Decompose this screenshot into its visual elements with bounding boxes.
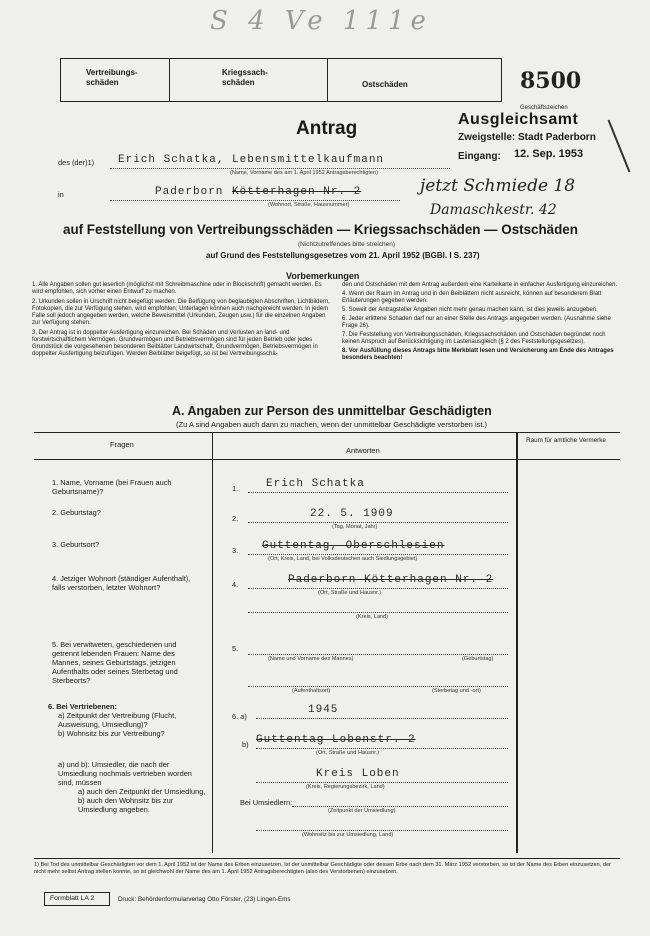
- vorbemerkungen-right: [342, 282, 620, 362]
- answer-2: 22. 5. 1909: [310, 508, 394, 520]
- col-raum: Raum für amtliche Vermerke: [526, 437, 606, 444]
- answer-6-kreis-caption: (Kreis, Regierungsbezirk, Land): [306, 784, 385, 790]
- file-number: 8500: [520, 68, 582, 94]
- note-5: 5. Soweit der Antragsteller Angaben nicht mehr genau machen kann, ist dies jeweils anzugeben.: [342, 307, 598, 313]
- answer-1-number: 1.: [232, 484, 239, 493]
- eingang-date: 12. Sep. 1953: [514, 148, 584, 160]
- umsiedler-label: Bei Umsiedlern:: [240, 798, 293, 807]
- applicant-city: Paderborn: [155, 186, 224, 198]
- pencil-scribble: S 4 Ve 111e: [210, 6, 432, 36]
- answer-6-kreis: Kreis Loben: [316, 768, 400, 780]
- answer-6b-caption: (Ort, Straße und Hausnr.): [316, 750, 380, 756]
- answer-5-caption: (Name und Vorname des Mannes): [268, 656, 354, 662]
- answer-4-number: 4.: [232, 580, 239, 589]
- gz-label: Geschäftszeichen: [520, 105, 568, 111]
- answer-4-caption-2: (Kreis, Land): [356, 614, 389, 620]
- vorbemerkungen-heading: Vorbemerkungen: [286, 271, 360, 281]
- answer-6b: Guttentag Lobenstr. 2: [256, 734, 416, 746]
- answer-4-caption: (Ort, Straße und Hausnr.): [318, 590, 382, 596]
- question-6: [48, 702, 208, 814]
- new-address-1: jetzt Schmiede 18: [420, 176, 576, 196]
- section-a-title: A. Angaben zur Person des unmittelbar Geschädigten: [172, 404, 492, 418]
- answer-4: Paderborn Kötterhagen Nr. 2: [288, 574, 494, 586]
- answer-5-caption-2b: (Sterbetag und -ort): [432, 688, 481, 694]
- applicant-name: Erich Schatka, Lebensmittelkaufmann: [118, 154, 385, 166]
- answer-2-caption: (Tag, Monat, Jahr): [332, 524, 378, 530]
- answer-3: Guttentag, Oberschlesien: [262, 540, 445, 552]
- answer-5-caption-b: (Geburtstag): [462, 656, 494, 662]
- answer-5-number: 5.: [232, 644, 239, 653]
- form-subtitle: auf Feststellung von Vertreibungsschäden — Kriegssachschäden — Ostschäden: [63, 222, 578, 237]
- col-antworten: Antworten: [346, 446, 380, 455]
- note-4: 4. Wenn der Raum im Antrag und in den Beiblättern nicht ausreicht, können auf besonderem Blatt Erläuterungen gegeben werden.: [342, 291, 602, 304]
- answer-3-caption: (Ort, Kreis, Land, bei Volksdeutschen auch Siedlungsgebiet): [268, 556, 418, 562]
- question-3: 3. Geburtsort?: [52, 540, 100, 549]
- header-cell-kriegssach: Kriegssach- schäden: [222, 68, 268, 87]
- question-6-intro: 6. Bei Vertriebenen:: [48, 702, 118, 711]
- answer-6b-label: b): [242, 740, 249, 749]
- office-branch: Zweigstelle: Stadt Paderborn: [458, 132, 596, 143]
- printer-line: Druck: Behördenformularverlag Otto Förster, (23) Lingen-Ems: [118, 896, 291, 903]
- eingang-label: Eingang:: [458, 151, 501, 162]
- office-name: Ausgleichsamt: [458, 111, 579, 128]
- question-6a: a) Zeitpunkt der Vertreibung (Flucht, Ausweisung, Umsiedlung)?: [58, 711, 177, 729]
- question-5: 5. Bei verwitweten, geschiedenen und getrennt lebenden Frauen: Name des Mannes, seines Geburtstags, jetzigen Aufenthalts oder seines Sterbetag und Sterbeorts?: [52, 640, 178, 685]
- header-cell-vertreibung: Vertreibungs- schäden: [86, 68, 138, 87]
- new-address-2: Damaschkestr. 42: [430, 202, 557, 218]
- note-7: 7. Die Feststellung von Vertreibungsschäden, Kriegssachschäden und Ostschäden begründet noch keinen Anspruch auf Berücksichtigung im Lastenausgleich (§ 2 des Feststellungsgesetzes).: [342, 332, 606, 345]
- note-8: 8. Vor Ausfüllung dieses Antrags bitte Merkblatt lesen und Versicherung am Ende des Antrages besonders beachten!: [342, 348, 614, 361]
- in-label: in: [58, 190, 64, 199]
- answer-5-caption-2: (Aufenthaltsort): [292, 688, 331, 694]
- question-6bb: b) auch den Wohnsitz bis zur Umsiedlung angeben.: [78, 796, 174, 814]
- vorbemerkungen-left: [32, 282, 334, 358]
- question-2: 2. Geburtstag?: [52, 508, 101, 517]
- answer-6a-label: 6. a): [232, 712, 247, 721]
- answer-2-number: 2.: [232, 514, 239, 523]
- page-title: Antrag: [296, 118, 358, 139]
- question-6aa: a) auch den Zeitpunkt der Umsiedlung,: [78, 787, 206, 796]
- note-6: 6. Jeder erlittene Schaden darf nur an einer Stelle des Antrags angegeben werden. (Ausnahme siehe Frage 26).: [342, 316, 611, 329]
- answer-1: Erich Schatka: [266, 478, 365, 490]
- header-cell-ost: Ostschäden: [362, 80, 408, 89]
- note-3: 3. Der Antrag ist in doppelter Ausfertigung einzureichen. Bei Schäden und Verlusten an land- und forstwirtschaftlichem Vermögen, Grundvermögen und Betriebsvermögen sind für jeden Betrieb oder jedes Grundstück die vorgesehenen besonderen Beiblätter Landwirtschaft, Grundvermögen, Betriebsvermögen in doppelter Ausfertigung beizufügen. Werden Beiblätter beigefügt, so ist bei Vertreibungsschä-: [32, 330, 318, 357]
- footnote: 1) Bei Tod des unmittelbar Geschädigten vor dem 1. April 1952 ist der Name des Erben einzusetzen. Ist der unmittelbar Geschädigte oder dessen Erbe nach dem 31. März 1952 verstorben, so ist der Name des Erben einzusetzen, der nicht mehr selbst Antrag stellen konnte, so ist gleichwohl der Name des am 1. April 1952 Antragsberechtigten (also des Verstorbenen) einzusetzen.: [34, 862, 611, 875]
- answer-3-number: 3.: [232, 546, 239, 555]
- umsiedler-zeit-caption: (Zeitpunkt der Umsiedlung): [328, 808, 396, 814]
- formblatt-label: Formblatt LA 2: [50, 895, 95, 902]
- stamp-slash: [608, 120, 631, 173]
- question-6b: b) Wohnsitz bis zur Vertreibung?: [58, 729, 165, 738]
- question-4: 4. Jetziger Wohnort (ständiger Aufenthalt), falls verstorben, letzter Wohnort?: [52, 574, 191, 592]
- umsiedler-wohn-caption: (Wohnsitz bis zur Umsiedlung, Land): [302, 832, 394, 838]
- applicant-address-caption: (Wohnort, Straße, Hausnummer): [268, 202, 350, 208]
- footnote-divider: [34, 858, 620, 859]
- note-1: 1. Alle Angaben sollen gut leserlich (möglichst mit Schreibmaschine oder in Blockschrift) gemacht werden. Es wird empfohlen, sich vorher einen Entwurf zu machen.: [32, 282, 322, 295]
- des-label: des (der)1): [58, 158, 95, 167]
- answer-6a: 1945: [308, 704, 339, 716]
- note-2: 2. Urkunden sollen in Urschrift nicht beigefügt werden. Die Beifügung von beglaubigten Abschriften, Lichtbildern, Fotokopien, die zur Verfügung stehen, wird empfohlen; Unterlagen können auch nachgereicht werden. In jedem Falle soll jedoch angegeben werden, welche Beweismittel (Urkunden, Zeugen usw.) für die einzelnen Angaben zur Verfügung stehen.: [32, 299, 330, 326]
- applicant-street-struck: Kötterhagen Nr. 2: [232, 186, 362, 198]
- formblatt-box: [44, 892, 110, 906]
- applicant-name-caption: (Name, Vorname des am 1. April 1952 Antragsberechtigten): [230, 170, 379, 176]
- question-1: 1. Name, Vorname (bei Frauen auch Geburtsname)?: [52, 478, 172, 496]
- col-fragen: Fragen: [110, 440, 134, 449]
- subtitle-note: (Nichtzutreffendes bitte streichen): [298, 241, 396, 248]
- note-3-cont: den und Ostschäden mit dem Antrag außerdem eine Karteikarte in einfacher Ausfertigung einzureichen.: [342, 282, 618, 288]
- section-a-subtitle: (Zu A sind Angaben auch dann zu machen, wenn der unmittelbar Geschädigte verstorben ist.): [176, 420, 488, 429]
- law-reference: auf Grund des Feststellungsgesetzes vom 21. April 1952 (BGBl. I S. 237): [206, 251, 480, 260]
- question-6-umsiedler: a) und b): Umsiedler, die nach der Umsiedlung nochmals vertrieben worden sind, müssen: [58, 760, 192, 787]
